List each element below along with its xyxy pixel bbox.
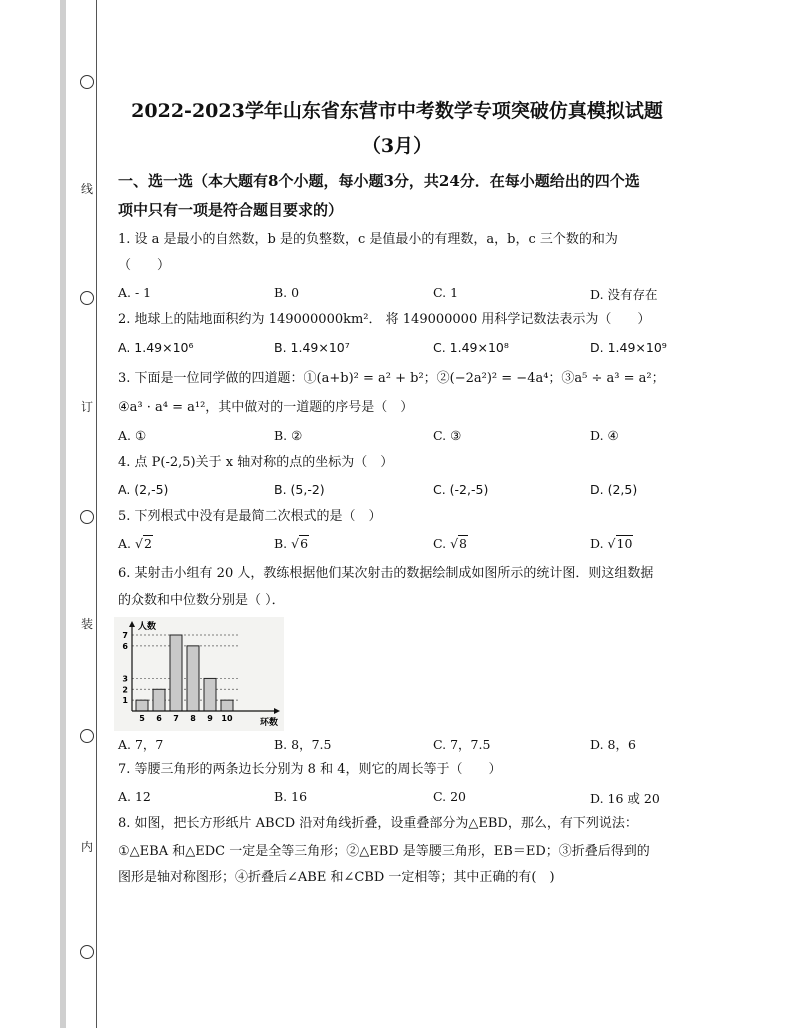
page-subtitle: （3月） — [361, 135, 433, 157]
option-a: A. √2 — [118, 536, 152, 551]
x-tick-label: 8 — [190, 714, 196, 723]
x-axis-arrow — [274, 708, 280, 714]
option-a: A. - 1 — [118, 285, 152, 300]
question-6-text-line2: 的众数和中位数分别是（ ）． — [118, 593, 285, 608]
option-d: D. 8，6 — [590, 737, 636, 752]
section-heading-line2: 项中只有一项是符合题目要求的） — [118, 201, 344, 219]
bar-8 — [187, 646, 199, 711]
question-2-text: 2. 地球上的陆地面积约为 149000000km²． 将 149000000 用科学记数法表示为（ ） — [118, 312, 651, 327]
margin-label-ding: 订 — [80, 400, 93, 414]
option-a: A. 7，7 — [118, 737, 164, 752]
question-6-text: 6. 某射击小组有 20 人，教练根据他们某次射击的数据绘制成如图所示的统计图．则这组数据 — [118, 566, 654, 581]
question-3-options — [118, 428, 688, 446]
option-prefix: A. — [118, 536, 132, 551]
option-a: A. ① — [118, 428, 147, 443]
bar-9 — [204, 678, 216, 711]
option-a: A. (2,-5) — [118, 482, 169, 497]
option-b: B. 0 — [274, 285, 300, 300]
x-axis-label: 环数 — [260, 718, 279, 728]
question-6-options — [118, 735, 688, 753]
option-b: B. 8，7.5 — [274, 737, 332, 752]
option-c: C. √8 — [433, 536, 467, 551]
question-8-text: 8. 如图，把长方形纸片 ABCD 沿对角线折叠，设重叠部分为△EBD，那么，有下列说法： — [118, 816, 638, 831]
x-tick-label: 9 — [207, 714, 213, 723]
x-tick-label: 10 — [221, 714, 233, 723]
radicand: 2 — [143, 536, 152, 551]
option-c: C. 7，7.5 — [433, 737, 491, 752]
y-tick-label: 6 — [122, 641, 128, 651]
option-b: B. 16 — [274, 789, 308, 804]
x-tick-label: 7 — [173, 714, 179, 723]
y-axis-label: 人数 — [138, 622, 157, 632]
question-4-text: 4. 点 P(-2,5)关于 x 轴对称的点的坐标为（ ） — [118, 455, 394, 470]
option-prefix: D. — [590, 536, 604, 551]
binding-bar — [60, 0, 66, 1028]
margin-label-xian: 线 — [80, 182, 93, 196]
option-c: C. 1.49×10⁸ — [433, 340, 509, 355]
binding-line — [96, 0, 97, 1028]
option-a: A. 12 — [118, 789, 151, 804]
y-tick-label: 7 — [122, 631, 128, 640]
x-tick-label: 6 — [156, 714, 162, 723]
bar-10 — [221, 700, 233, 711]
bar-5 — [136, 700, 148, 711]
x-tick-label: 5 — [139, 714, 145, 723]
question-3-text-line2: ④a³ · a⁴ = a¹²，其中做对的一道题的序号是（ ） — [118, 400, 414, 415]
option-d: D. √10 — [590, 536, 633, 551]
option-d: D. (2,5) — [590, 482, 638, 497]
question-7-options — [118, 789, 688, 807]
section-heading-line1: 一、选一选（本大题有8个小题，每小题3分，共24分．在每小题给出的四个选 — [118, 172, 640, 190]
radicand: 8 — [459, 536, 467, 551]
margin-label-zhuang: 装 — [80, 617, 93, 631]
option-c: C. (-2,-5) — [433, 482, 489, 497]
option-b: B. ② — [274, 428, 303, 443]
option-d: D. ④ — [590, 428, 619, 443]
question-5-options — [118, 536, 688, 554]
bar-chart — [114, 617, 284, 731]
binding-hole — [80, 75, 94, 89]
question-8-text-line3: 图形是轴对称图形；④折叠后∠ABE 和∠CBD 一定相等；其中正确的有( ) — [118, 870, 555, 885]
y-tick-label: 1 — [122, 696, 128, 706]
radicand: 10 — [616, 536, 633, 551]
radicand: 6 — [300, 536, 309, 551]
bar-7 — [170, 635, 182, 711]
question-5-text: 5. 下列根式中没有是最简二次根式的是（ ） — [118, 509, 382, 524]
question-3-text: 3. 下面是一位同学做的四道题：①(a+b)² = a² + b²；②(−2a²)² = −4a⁴；③a⁵ ÷ a³ = a²； — [118, 371, 665, 386]
option-a: A. 1.49×10⁶ — [118, 340, 194, 355]
option-c: C. ③ — [433, 428, 462, 443]
y-tick-label: 2 — [122, 685, 128, 695]
binding-hole — [80, 729, 94, 743]
option-b: B. (5,-2) — [274, 482, 325, 497]
binding-hole — [80, 945, 94, 959]
margin-label-nei: 内 — [80, 840, 93, 854]
option-c: C. 20 — [433, 789, 466, 804]
option-prefix: B. — [274, 536, 288, 551]
option-b: B. √6 — [274, 536, 309, 551]
binding-hole — [80, 291, 94, 305]
question-1-paren: （ ） — [118, 258, 171, 273]
binding-hole — [80, 510, 94, 524]
option-c: C. 1 — [433, 285, 459, 300]
bar-chart-svg — [114, 617, 284, 731]
page-title: 2022-2023学年山东省东营市中考数学专项突破仿真模拟试题 — [131, 100, 663, 122]
question-1-text: 1. 设 a 是最小的自然数，b 是的负整数，c 是值最小的有理数，a，b，c 三个数的和为 — [118, 232, 618, 247]
question-2-options — [118, 340, 688, 358]
option-d: D. 1.49×10⁹ — [590, 340, 667, 355]
option-b: B. 1.49×10⁷ — [274, 340, 350, 355]
y-axis-arrow — [129, 621, 135, 627]
option-d: D. 没有存在 — [590, 287, 658, 302]
option-prefix: C. — [433, 536, 447, 551]
question-7-text: 7. 等腰三角形的两条边长分别为 8 和 4，则它的周长等于（ ） — [118, 762, 502, 777]
y-tick-label: 3 — [122, 674, 128, 684]
question-1-options — [118, 285, 688, 303]
question-8-text-line2: ①△EBA 和△EDC 一定是全等三角形；②△EBD 是等腰三角形，EB＝ED；③折叠后得到的 — [118, 844, 650, 859]
bar-6 — [153, 689, 165, 711]
option-d: D. 16 或 20 — [590, 791, 660, 806]
question-4-options — [118, 482, 688, 500]
